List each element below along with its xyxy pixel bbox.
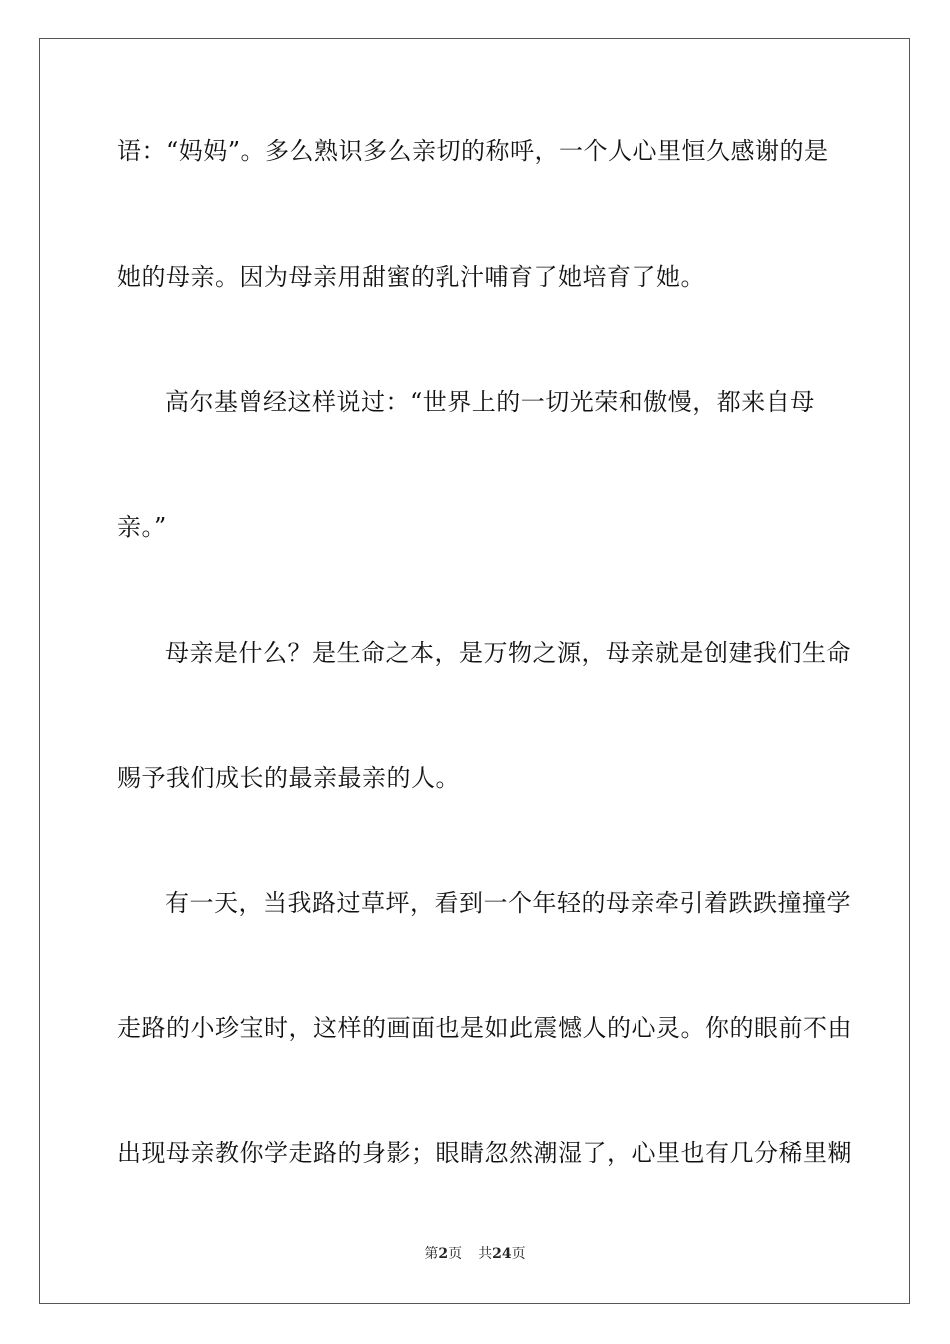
body-text-line: 她的母亲。因为母亲用甜蜜的乳汁哺育了她培育了她。 bbox=[117, 263, 705, 291]
body-text-line: 语：“妈妈”。多么熟识多么亲切的称呼，一个人心里恒久感谢的是 bbox=[117, 137, 829, 165]
total-pages: 24 bbox=[492, 1246, 512, 1262]
body-text-line: 赐予我们成长的最亲最亲的人。 bbox=[117, 764, 460, 792]
page-footer bbox=[0, 1245, 950, 1263]
page-suffix: 页 bbox=[448, 1246, 463, 1262]
body-text-line: 亲。” bbox=[117, 513, 167, 541]
page-prefix: 第 bbox=[424, 1246, 439, 1262]
body-text-line: 有一天，当我路过草坪，看到一个年轻的母亲牵引着跌跌撞撞学 bbox=[165, 889, 851, 917]
body-text-line: 高尔基曾经这样说过：“世界上的一切光荣和傲慢，都来自母 bbox=[165, 388, 815, 416]
total-suffix: 页 bbox=[511, 1246, 526, 1262]
page-number: 2 bbox=[438, 1246, 449, 1262]
body-text-line: 母亲是什么？是生命之本，是万物之源，母亲就是创建我们生命 bbox=[165, 639, 851, 667]
total-prefix: 共 bbox=[478, 1246, 493, 1262]
body-text-line: 出现母亲教你学走路的身影；眼睛忽然潮湿了，心里也有几分稀里糊 bbox=[117, 1139, 852, 1167]
body-text-line: 走路的小珍宝时，这样的画面也是如此震憾人的心灵。你的眼前不由 bbox=[117, 1014, 852, 1042]
page-border bbox=[39, 38, 910, 1304]
